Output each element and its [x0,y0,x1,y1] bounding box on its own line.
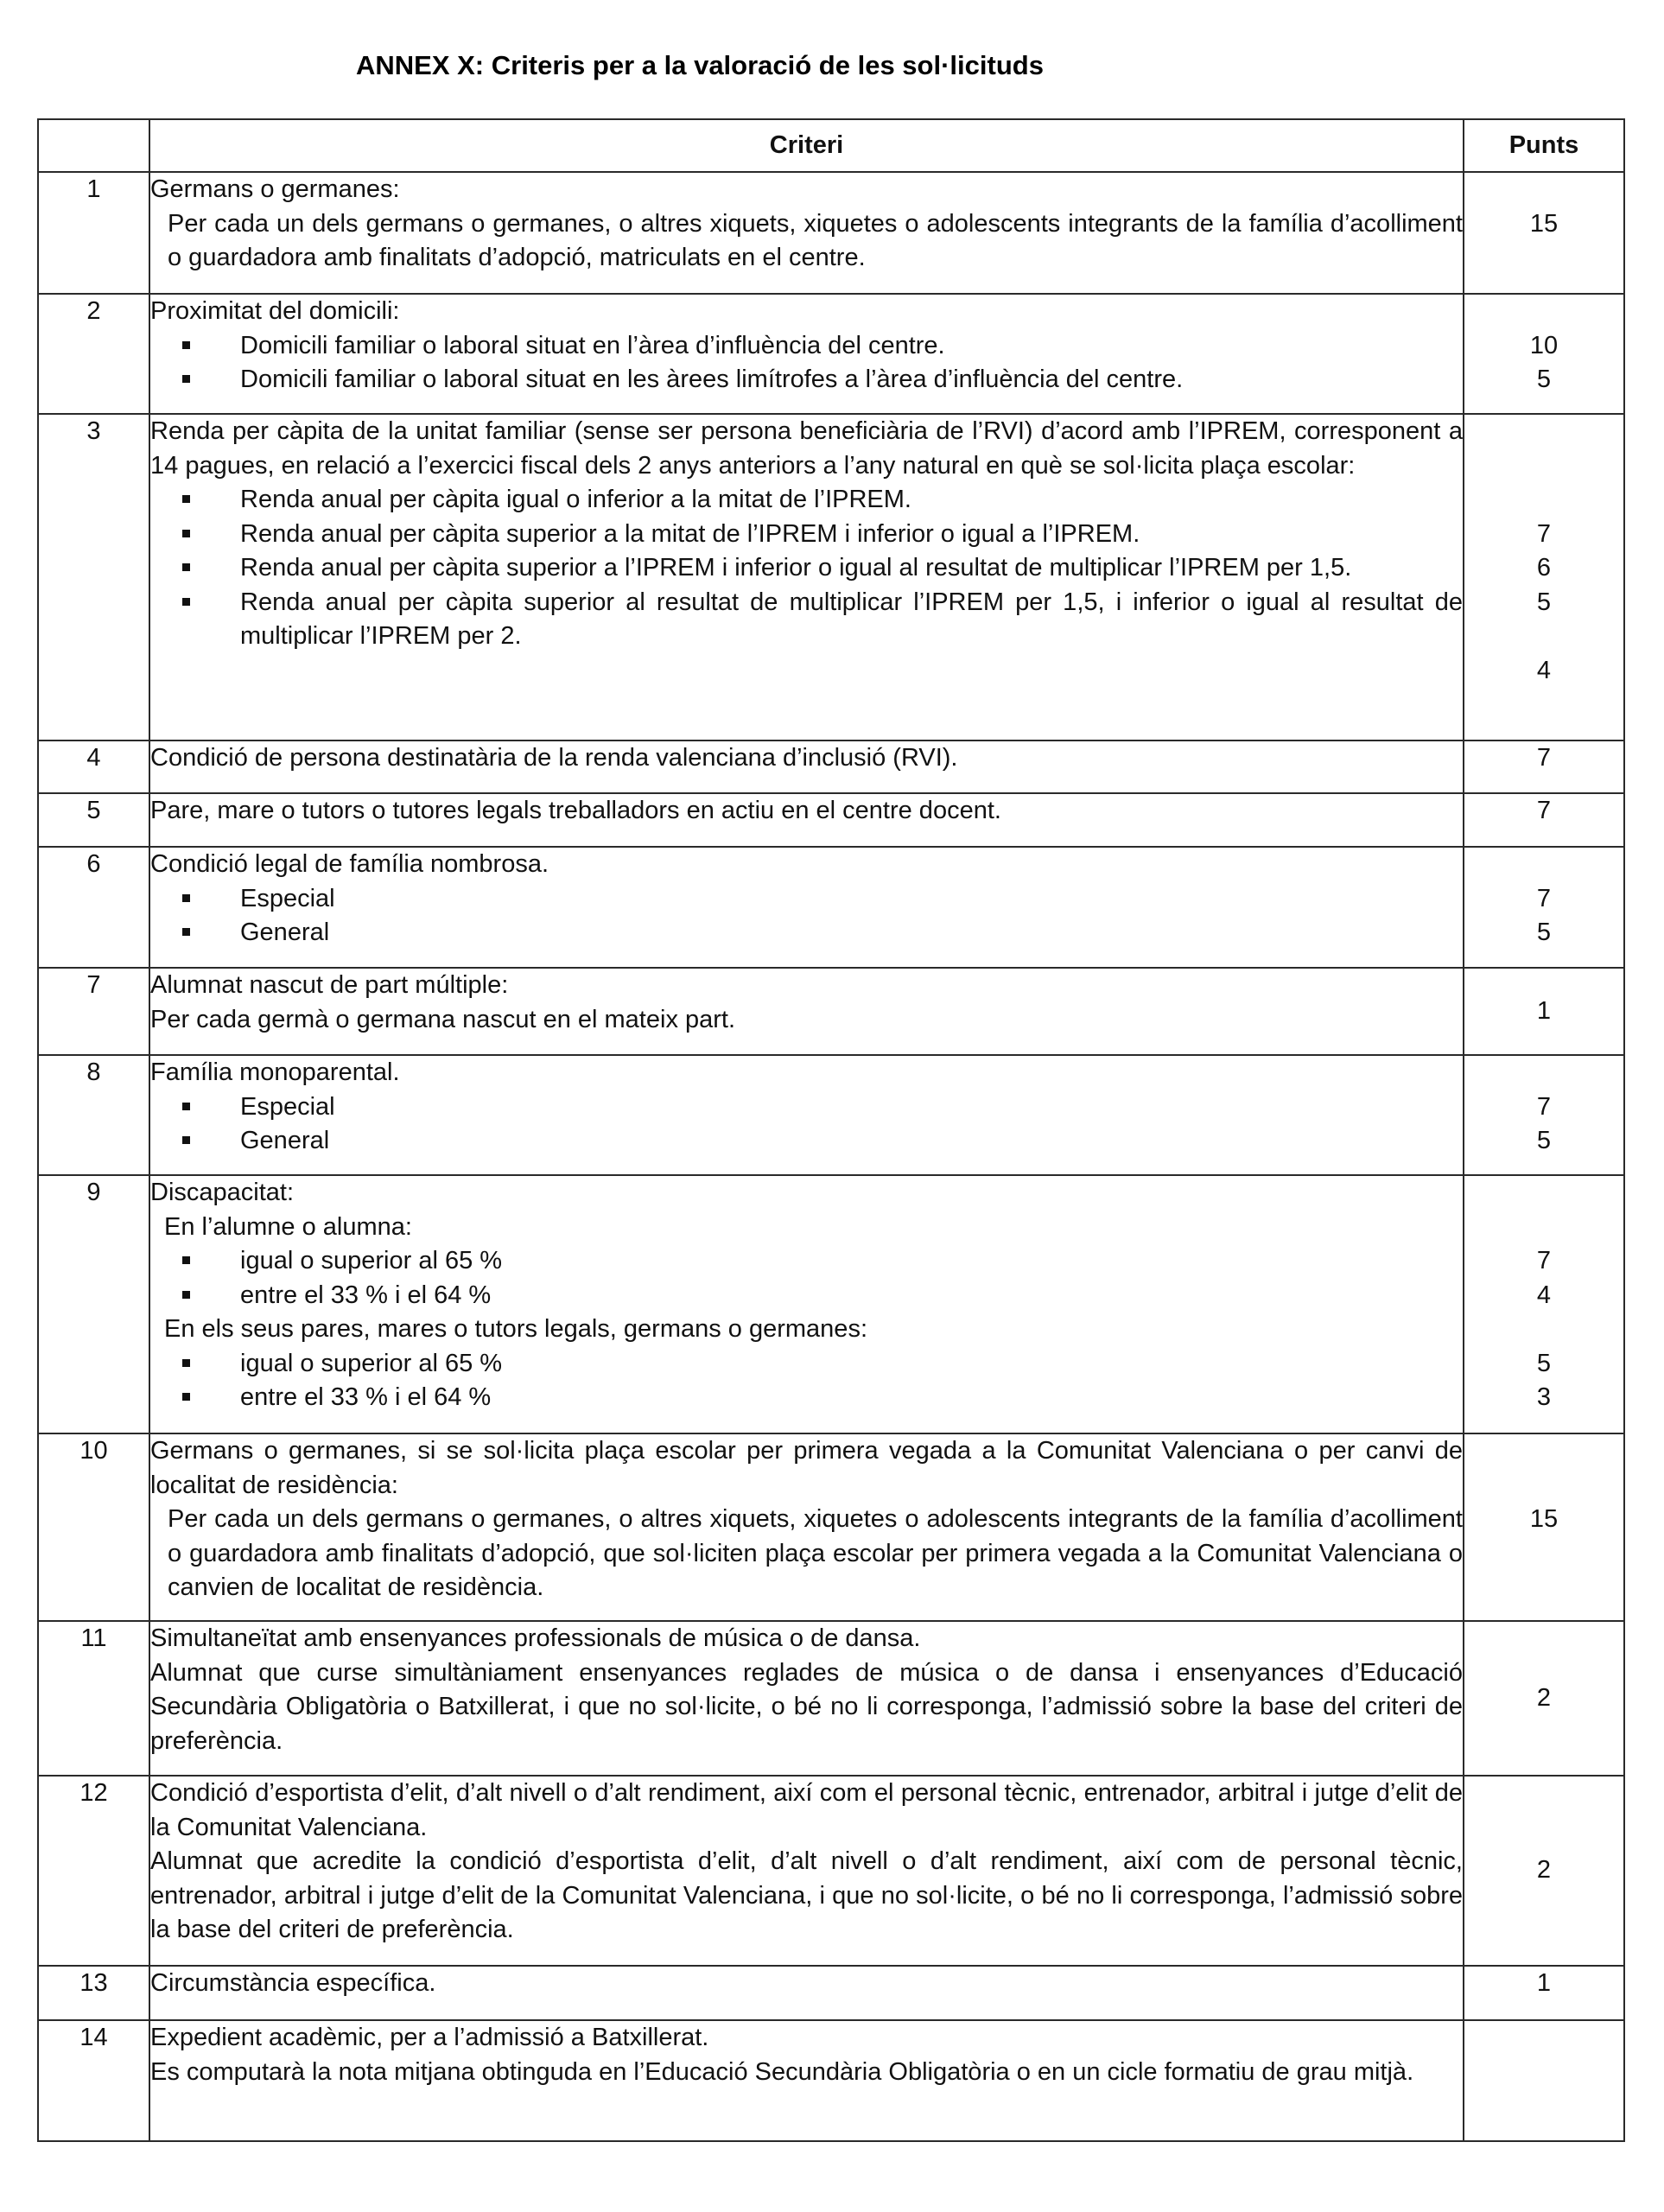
square-bullet-icon [182,1136,190,1144]
points-cell [1464,793,1624,847]
criterion-number: 14 [38,2020,149,2141]
square-bullet-icon [182,530,190,537]
bullet-item [150,1381,1463,1415]
header-criteri: Criteri [149,119,1464,172]
bullet-item [150,586,1463,654]
table-row [38,1433,1624,1621]
points-value: 10 [1529,331,1559,359]
criterion-description [149,793,1464,847]
criterion-text: Alumnat nascut de part múltiple: [150,971,509,999]
criteria-rows [38,172,1624,2141]
square-bullet-icon [182,375,190,383]
criterion-number: 7 [38,968,149,1055]
points-value: 1 [1536,1969,1552,1997]
bullet-item [150,916,1463,950]
bullet-text: Especial [240,884,335,912]
criterion-description [149,1433,1464,1621]
criterion-text: Renda per càpita de la unitat familiar (sense ser persona beneficiària de l’RVI) d’acord amb l’IPREM, corresponent a 14 pagues, en relació a l’exercici fiscal dels 2 anys anteriors a l’any natural en què se sol·licita plaça escolar: [150,417,1463,480]
table-row [38,414,1624,741]
points-value [1464,1537,1623,1572]
points-value: 5 [1536,365,1552,393]
criterion-text: Germans o germanes: [150,175,400,203]
criterion-number: 9 [38,1175,149,1433]
table-row [38,968,1624,1055]
criterion-text: Condició de persona destinatària de la renda valenciana d’inclusió (RVI). [150,744,958,772]
points-value [1464,620,1623,654]
points-value: 7 [1536,744,1552,772]
points-value [1464,1469,1623,1503]
bullet-item [150,483,1463,518]
square-bullet-icon [182,341,190,349]
table-row [38,294,1624,414]
points-value: 4 [1536,656,1552,684]
points-value: 7 [1536,797,1552,824]
points-value: 3 [1536,1383,1552,1411]
points-value [1464,449,1623,484]
points-cell [1464,172,1624,294]
criterion-description [149,1621,1464,1776]
points-value: 15 [1529,1505,1559,1533]
header-number [38,119,149,172]
criterion-number: 1 [38,172,149,294]
bullet-item [150,1244,1463,1279]
criterion-subtext: En els seus pares, mares o tutors legals, germans o germanes: [164,1315,867,1343]
points-cell [1464,414,1624,741]
page-title: ANNEX X: Criteris per a la valoració de les sol·licituds [356,50,1044,80]
points-value: 5 [1536,1127,1552,1154]
criterion-text: Condició legal de família nombrosa. [150,850,549,878]
square-bullet-icon [182,598,190,606]
points-value: 7 [1536,1092,1552,1121]
table-header-row [38,119,1624,172]
table-row [38,1966,1624,2020]
criterion-text: Per cada germà o germana nascut en el mateix part. [150,1005,736,1033]
criterion-number: 3 [38,414,149,741]
bullet-item [150,1347,1463,1382]
points-value [1464,173,1623,207]
criterion-text: Alumnat que curse simultàniament ensenyances reglades de música o de dansa i ensenyances d’Educació Secundària Obligatòria o Batxillerat, i que no sol·licite, o bé no li corresponga, l’admissió sobre la base del criteri de preferència. [150,1658,1463,1755]
points-cell [1464,1175,1624,1433]
criterion-text: Simultaneïtat amb ensenyances professionals de música o de dansa. [150,1624,921,1652]
points-cell: 1 [1464,968,1624,1055]
criterion-description [149,172,1464,294]
square-bullet-icon [182,1256,190,1264]
table-row [38,172,1624,294]
bullet-item [150,329,1463,364]
points-cell [1464,1055,1624,1175]
points-value [1464,2021,1623,2056]
criterion-description [149,294,1464,414]
criterion-description [149,2020,1464,2141]
criterion-description [149,414,1464,741]
table-row [38,793,1624,847]
criterion-number: 12 [38,1776,149,1966]
bullet-text: Renda anual per càpita superior a la mitat de l’IPREM i inferior o igual a l’IPREM. [240,519,1140,548]
square-bullet-icon [182,495,190,503]
bullet-text: Renda anual per càpita igual o inferior a la mitat de l’IPREM. [240,486,911,513]
criterion-description [149,741,1464,793]
criterion-description [149,1776,1464,1966]
square-bullet-icon [182,1291,190,1299]
criterion-text: Condició d’esportista d’elit, d’alt nivell o d’alt rendiment, així com el personal tècnic, entrenador, arbitral i jutge d’elit de la Comunitat Valenciana. [150,1779,1463,1841]
points-value [1464,295,1623,329]
criterion-number: 5 [38,793,149,847]
criteria-table [37,118,1625,2142]
bullet-text: entre el 33 % i el 64 % [240,1383,492,1411]
points-value [1464,1211,1623,1245]
bullet-text: Domicili familiar o laboral situat en l’àrea d’influència del centre. [240,331,945,359]
points-cell [1464,1433,1624,1621]
bullet-item [150,518,1463,552]
criterion-number: 2 [38,294,149,414]
table-row [38,741,1624,793]
criterion-text: Família monoparental. [150,1058,400,1086]
points-value: 7 [1536,884,1552,912]
points-cell: 2 [1464,1776,1624,1966]
points-value [1464,1571,1623,1605]
table-row [38,1776,1624,1966]
points-cell [1464,847,1624,968]
header-punts: Punts [1464,119,1624,172]
criterion-number: 11 [38,1621,149,1776]
bullet-text: Renda anual per càpita superior a l’IPREM i inferior o igual al resultat de multiplicar l’IPREM per 1,5. [240,554,1352,582]
criterion-number: 6 [38,847,149,968]
points-value [1464,241,1623,276]
criterion-number: 8 [38,1055,149,1175]
bullet-text: Especial [240,1092,335,1121]
square-bullet-icon [182,563,190,571]
table-row [38,2020,1624,2141]
criterion-subtext: En l’alumne o alumna: [164,1212,412,1241]
table-row [38,1621,1624,1776]
bullet-text: General [240,918,330,946]
criterion-text: Alumnat que acredite la condició d’esportista d’elit, d’alt nivell o d’alt rendiment, així com de personal tècnic, entrenador, arbitral i jutge d’elit de la Comunitat Valenciana, i que no sol·licite, o bé no li corresponga, l’admissió sobre la base del criteri de preferència. [150,1847,1463,1943]
points-value: 5 [1536,1349,1552,1377]
points-cell [1464,294,1624,414]
bullet-item [150,1090,1463,1125]
criterion-text: Proximitat del domicili: [150,297,400,325]
bullet-text: Domicili familiar o laboral situat en les àrees limítrofes a l’àrea d’influència del centre. [240,365,1184,393]
table-row [38,1175,1624,1433]
criterion-description [149,1966,1464,2020]
bullet-item [150,1279,1463,1313]
points-cell: 2 [1464,1621,1624,1776]
criterion-text: Discapacitat: [150,1179,295,1206]
points-value: 5 [1536,918,1552,946]
points-value: 4 [1536,1281,1552,1309]
bullet-text: Renda anual per càpita superior al resultat de multiplicar l’IPREM per 1,5, i inferior o igual al resultat de multiplicar l’IPREM per 2. [240,588,1463,650]
criterion-text: Germans o germanes, si se sol·licita plaça escolar per primera vegada a la Comunitat Valenciana o per canvi de localitat de residència: [150,1437,1463,1499]
criterion-number: 4 [38,741,149,793]
square-bullet-icon [182,1393,190,1401]
criterion-text: Expedient acadèmic, per a l’admissió a Batxillerat. [150,2024,709,2051]
points-value [1464,1176,1623,1211]
points-value [1464,1056,1623,1090]
points-value: 7 [1536,519,1552,548]
criterion-description [149,1055,1464,1175]
criterion-subtext: Per cada un dels germans o germanes, o altres xiquets, xiquetes o adolescents integrants de la família d’acolliment o guardadora amb finalitats d’adopció, matriculats en el centre. [168,209,1463,271]
criterion-description [149,847,1464,968]
bullet-text: General [240,1127,330,1154]
points-value [1464,415,1623,449]
points-value: 15 [1529,209,1559,238]
points-value [1464,483,1623,518]
criterion-number: 10 [38,1433,149,1621]
criterion-text: Pare, mare o tutors o tutores legals treballadors en actiu en el centre docent. [150,797,1001,824]
square-bullet-icon [182,1359,190,1367]
points-value: 6 [1536,554,1552,582]
points-value [1464,1434,1623,1469]
criterion-number: 13 [38,1966,149,2020]
criterion-description [149,968,1464,1055]
criterion-subtext: Per cada un dels germans o germanes, o altres xiquets, xiquetes o adolescents integrants de la família d’acolliment o guardadora amb finalitats d’adopció, que sol·liciten plaça escolar per primera vegada a la Comunitat Valenciana o canvien de localitat de residència. [168,1505,1463,1601]
criterion-description [149,1175,1464,1433]
criterion-text: Circumstància específica. [150,1969,436,1997]
points-value [1464,1313,1623,1347]
bullet-text: entre el 33 % i el 64 % [240,1281,492,1309]
bullet-text: igual o superior al 65 % [240,1349,503,1377]
points-value: 7 [1536,1247,1552,1274]
table-row [38,847,1624,968]
points-value: 5 [1536,588,1552,616]
square-bullet-icon [182,928,190,936]
points-cell [1464,1966,1624,2020]
square-bullet-icon [182,1103,190,1110]
points-value [1464,688,1623,722]
points-cell [1464,741,1624,793]
points-cell [1464,2020,1624,2141]
table-row [38,1055,1624,1175]
bullet-item [150,882,1463,917]
points-value [1464,848,1623,882]
criterion-text: Es computarà la nota mitjana obtinguda en l’Educació Secundària Obligatòria o en un cicle formatiu de grau mitjà. [150,2057,1414,2086]
bullet-item [150,363,1463,397]
square-bullet-icon [182,894,190,902]
bullet-text: igual o superior al 65 % [240,1247,503,1274]
bullet-item [150,551,1463,586]
bullet-item [150,1124,1463,1159]
